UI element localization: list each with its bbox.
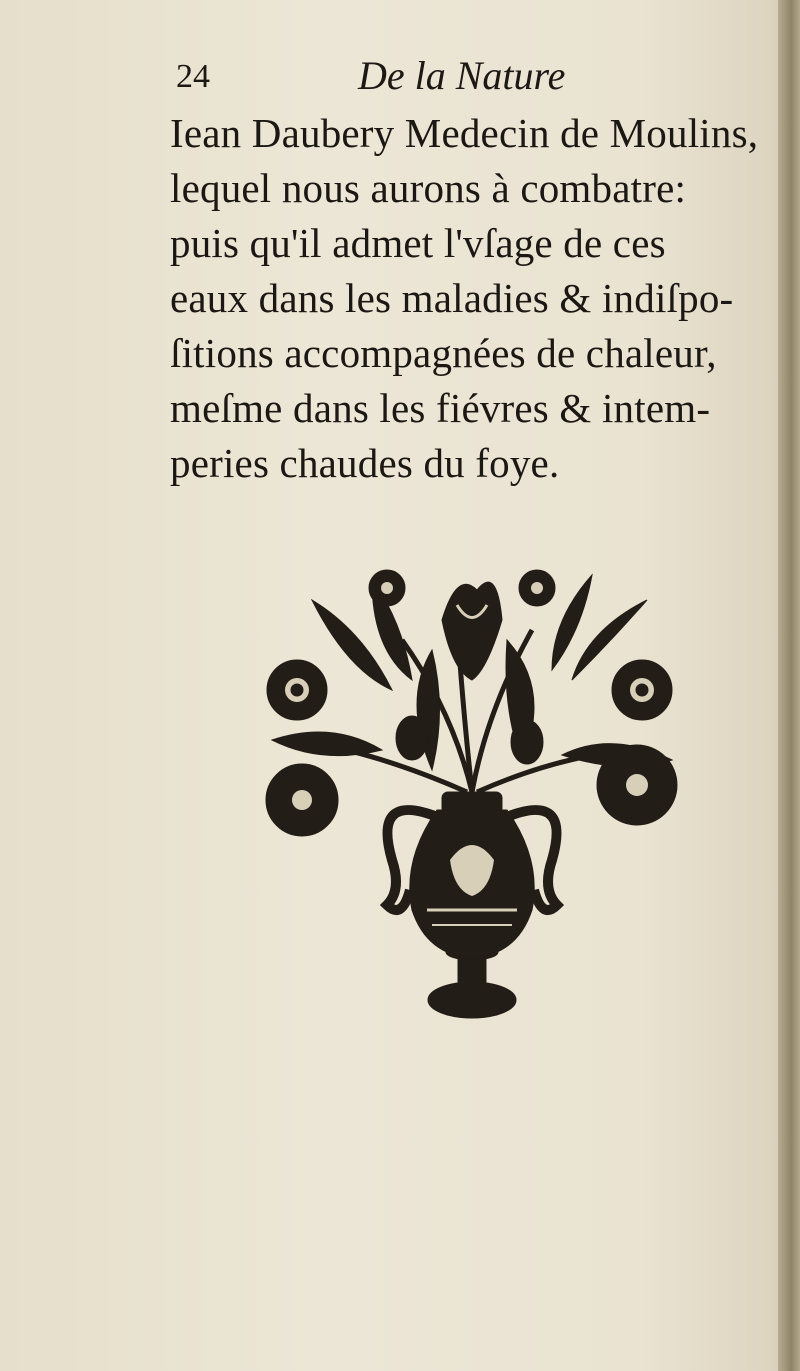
- text-line: lequel nous aurons à combatre:: [170, 165, 687, 211]
- text-line: Iean Daubery Medecin de Moulins,: [170, 110, 759, 156]
- page-number: 24: [176, 58, 210, 95]
- text-line: meſme dans les fiévres & intem-: [170, 385, 711, 431]
- page-header: [172, 52, 612, 100]
- text-line: peries chaudes du foye.: [170, 440, 560, 486]
- text-line: ſitions accompagnées de chaleur,: [170, 330, 717, 376]
- text-line: puis qu'il admet l'vſage de ces: [170, 220, 666, 266]
- running-title: De la Nature: [358, 53, 566, 98]
- flower-vase-woodcut-icon: [252, 560, 692, 1030]
- body-text: [170, 106, 770, 491]
- text-line: eaux dans les maladies & indiſpo-: [170, 275, 734, 321]
- page-gutter: [778, 0, 800, 1371]
